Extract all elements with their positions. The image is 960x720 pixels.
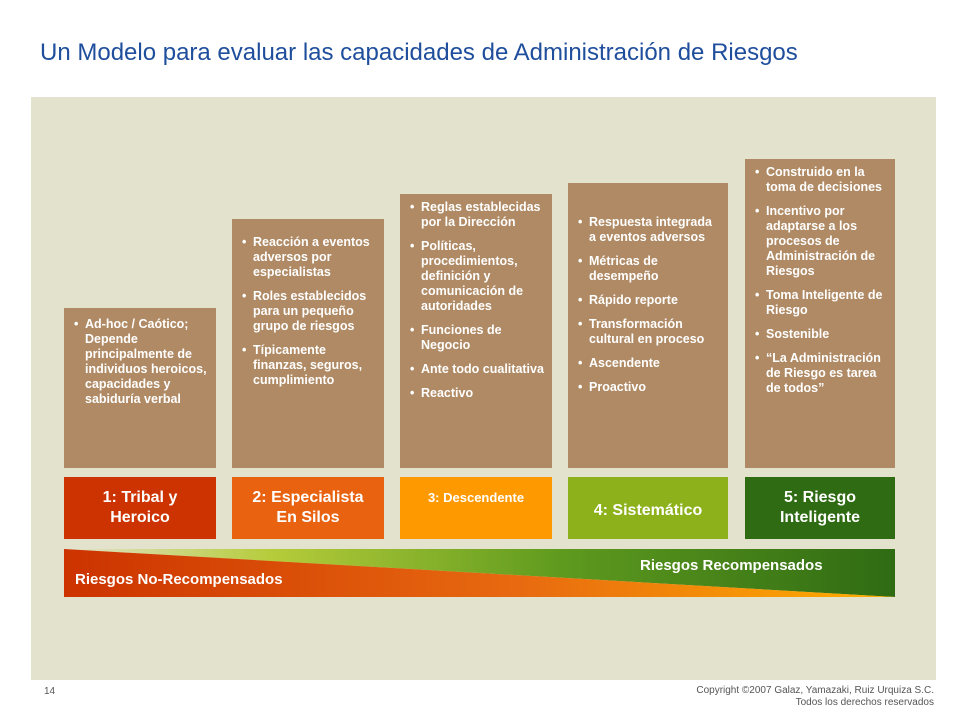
stage-3-item: • Reglas establecidas por la Dirección <box>408 200 544 230</box>
stage-3-item: • Ante todo cualitativa <box>408 362 544 377</box>
stage-5-item: • “La Administración de Riesgo es tarea de todos” <box>753 351 887 396</box>
stage-2-item: • Típicamente finanzas, seguros, cumplimiento <box>240 343 376 388</box>
stage-4-item: • Rápido reporte <box>576 293 720 308</box>
stage-5-description <box>745 159 895 468</box>
stage-2-item: • Reacción a eventos adversos por especialistas <box>240 235 376 280</box>
stage-3-item: • Funciones de Negocio <box>408 323 544 353</box>
unrewarded-risks-label: Riesgos No-Recompensados <box>75 571 283 588</box>
stage-4-item: • Métricas de desempeño <box>576 254 720 284</box>
slide-title: Un Modelo para evaluar las capacidades de Administración de Riesgos <box>40 39 798 66</box>
stage-4-item: • Proactivo <box>576 380 720 395</box>
copyright-notice <box>696 685 934 709</box>
stage-4-description <box>568 183 728 468</box>
stage-4-item: • Transformación cultural en proceso <box>576 317 720 347</box>
rewarded-risks-label: Riesgos Recompensados <box>640 557 823 574</box>
copyright-line: Copyright ©2007 Galaz, Yamazaki, Ruiz Urquiza S.C. <box>696 685 934 696</box>
stage-1-item: • Ad-hoc / Caótico; Depende principalmente de individuos heroicos, capacidades y sabiduría verbal <box>72 317 208 407</box>
stage-5-item: • Incentivo por adaptarse a los procesos de Administración de Riesgos <box>753 204 887 279</box>
stage-4-label: 4: Sistemático <box>568 477 728 539</box>
stage-4-item: • Respuesta integrada a eventos adversos <box>576 215 720 245</box>
stage-2-description <box>232 219 384 468</box>
stage-4-item: • Ascendente <box>576 356 720 371</box>
stage-3-item: • Reactivo <box>408 386 544 401</box>
page-number: 14 <box>44 686 56 697</box>
stage-2-label: 2: Especialista En Silos <box>232 477 384 539</box>
stage-5-item: • Sostenible <box>753 327 887 342</box>
stage-3-item: • Políticas, procedimientos, definición y comunicación de autoridades <box>408 239 544 314</box>
stage-1-description <box>64 308 216 468</box>
stage-3-description <box>400 194 552 468</box>
rights-line: Todos los derechos reservados <box>795 697 934 708</box>
stage-3-label: 3: Descendente <box>400 477 552 539</box>
stage-5-label: 5: Riesgo Inteligente <box>745 477 895 539</box>
stage-1-label: 1: Tribal y Heroico <box>64 477 216 539</box>
stage-5-item: • Construido en la toma de decisiones <box>753 165 887 195</box>
stage-5-item: • Toma Inteligente de Riesgo <box>753 288 887 318</box>
stage-2-item: • Roles establecidos para un pequeño grupo de riesgos <box>240 289 376 334</box>
